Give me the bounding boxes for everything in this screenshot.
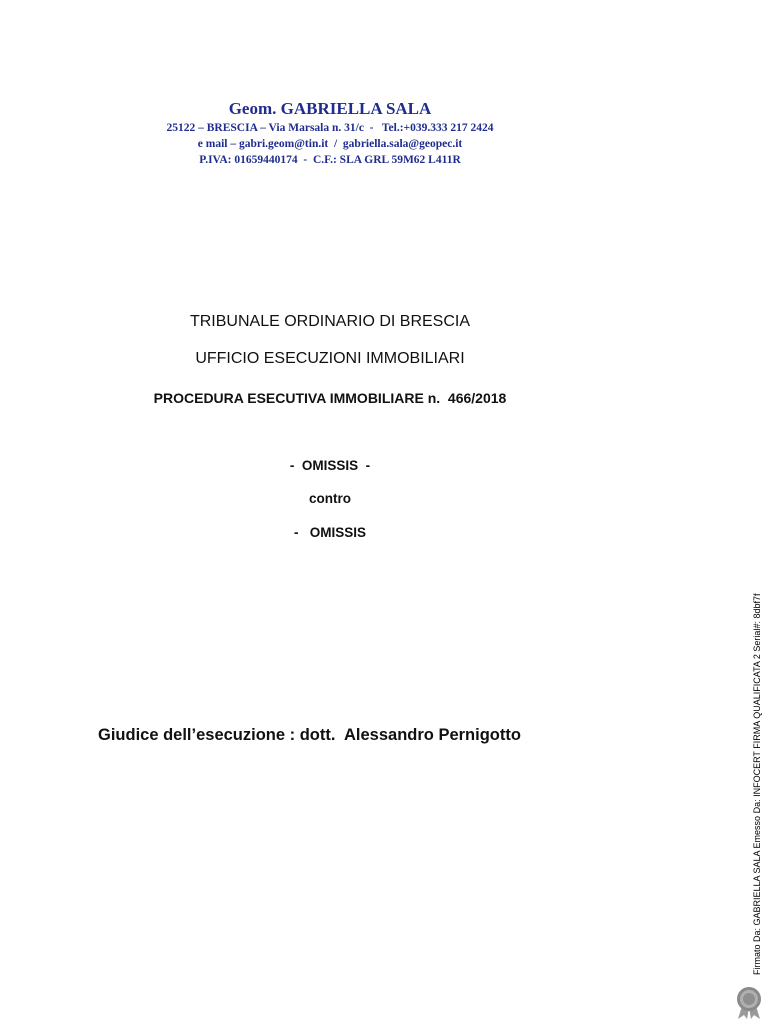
court-title: TRIBUNALE ORDINARIO DI BRESCIA	[189, 313, 471, 330]
letterhead-tax: P.IVA: 01659440174 - C.F.: SLA GRL 59M62 L411R	[199, 154, 461, 166]
letterhead-name: Geom. GABRIELLA SALA	[228, 99, 432, 118]
party-plaintiff: - OMISSIS -	[289, 458, 371, 473]
certificate-seal-icon	[733, 986, 765, 1020]
digital-signature-notice: Firmato Da: GABRIELLA SALA Emesso Da: INFOCERT FIRMA QUALIFICATA 2 Serial#: 8dbf7f	[752, 593, 762, 975]
versus-label: contro	[309, 491, 351, 506]
procedure-number: PROCEDURA ESECUTIVA IMMOBILIARE n. 466/2018	[153, 390, 507, 406]
judge-line: Giudice dell’esecuzione : dott. Alessandro Pernigotto	[98, 726, 521, 744]
letterhead	[0, 98, 660, 168]
letterhead-address: 25122 – BRESCIA – Via Marsala n. 31/c - Tel.:+039.333 217 2424	[166, 122, 494, 134]
party-defendant: - OMISSIS	[293, 525, 366, 540]
office-title: UFFICIO ESECUZIONI IMMOBILIARI	[195, 350, 465, 367]
letterhead-email: e mail – gabri.geom@tin.it / gabriella.sala@geopec.it	[197, 138, 463, 150]
